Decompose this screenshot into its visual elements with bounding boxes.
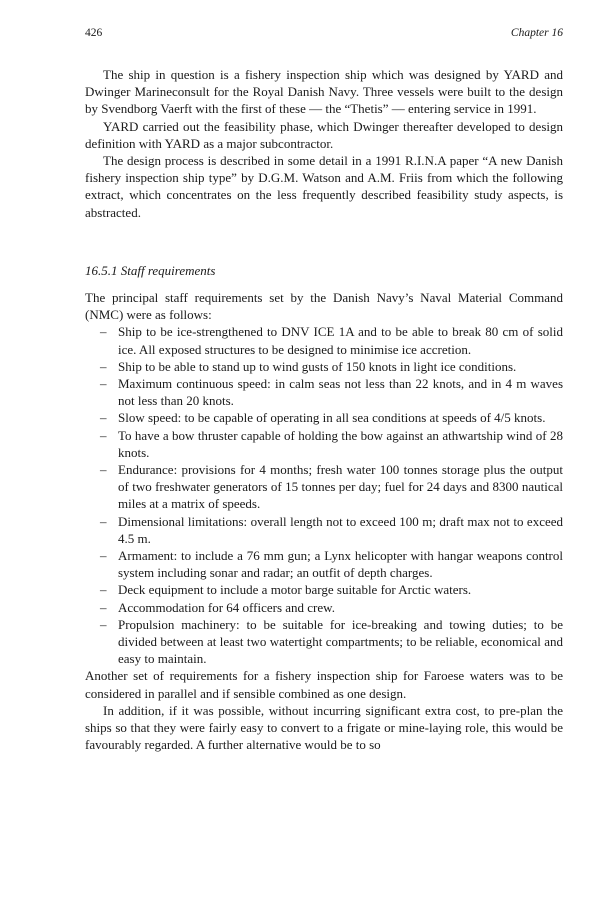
requirement-item (85, 427, 563, 461)
requirement-item (85, 461, 563, 513)
requirement-text: Propulsion machinery: to be suitable for ice-breaking and towing duties; to be divided between at least two watertight compartments; to be reliable, economical and easy to maintain. (118, 616, 563, 667)
requirement-item (85, 409, 563, 426)
requirement-item (85, 513, 563, 547)
chapter-label: Chapter 16 (510, 27, 563, 39)
list-dash: – (100, 599, 107, 615)
requirement-text: Ship to be able to stand up to wind gusts of 150 knots in light ice conditions. (118, 358, 517, 374)
intro-text (85, 66, 563, 221)
requirements-list (85, 323, 563, 667)
requirement-text: Armament: to include a 76 mm gun; a Lynx helicopter with hangar weapons control system including sonar and radar; an outfit of depth charges. (118, 548, 563, 581)
intro-paragraph: YARD carried out the feasibility phase, which Dwinger thereafter developed to design definition with YARD as a major subcontractor. (85, 118, 563, 151)
list-dash: – (100, 427, 107, 443)
requirement-item (85, 323, 563, 357)
page-number: 426 (85, 27, 103, 39)
requirement-text: Maximum continuous speed: in calm seas not less than 22 knots, and in 4 m waves not less than 20 knots. (118, 376, 563, 409)
intro-paragraph: The ship in question is a fishery inspection ship which was designed by YARD and Dwinger Marineconsult for the Royal Danish Navy. Three vessels were built to the design by Svendborg Vaerft with the first of these — the “Thetis” — entering service in 1991. (85, 67, 563, 117)
list-dash: – (100, 462, 107, 478)
list-dash: – (100, 616, 107, 632)
requirement-item (85, 599, 563, 616)
requirement-text: Slow speed: to be capable of operating in all sea conditions at speeds of 4/5 knots. (118, 410, 546, 426)
requirement-text: Dimensional limitations: overall length not to exceed 100 m; draft max not to exceed 4.5 m. (118, 513, 563, 546)
requirement-item (85, 547, 563, 581)
requirement-item (85, 358, 563, 375)
requirement-item (85, 581, 563, 598)
requirement-text: Ship to be ice-strengthened to DNV ICE 1A and to be able to break 80 cm of solid ice. All exposed structures to be designed to minimise ice accretion. (118, 324, 563, 357)
requirement-text: Endurance: provisions for 4 months; fresh water 100 tonnes storage plus the output of two freshwater generators of 15 tonnes per day; fuel for 24 days and 8300 nautical miles at a matrix of speeds. (118, 462, 563, 512)
list-dash: – (100, 548, 107, 564)
list-dash: – (100, 513, 107, 529)
closing-paragraph: In addition, if it was possible, without incurring significant extra cost, to pre-plan the ships so that they were fairly easy to convert to a frigate or mine-laying role, this would be favourably regarded. A further alternative would be to so (85, 702, 563, 753)
running-head (85, 25, 563, 41)
section-heading: 16.5.1 Staff requirements (85, 263, 216, 278)
requirement-text: Accommodation for 64 officers and crew. (118, 599, 335, 615)
requirement-text: To have a bow thruster capable of holding the bow against an athwartship wind of 28 knots. (118, 427, 563, 460)
list-dash: – (100, 324, 107, 340)
list-dash: – (100, 582, 107, 598)
list-dash: – (100, 410, 107, 426)
intro-paragraph: The design process is described in some detail in a 1991 R.I.N.A paper “A new Danish fishery inspection ship type” by D.G.M. Watson and A.M. Friis from which the following extract, which concentrates on the less frequently described feasibility study aspects, is abstracted. (85, 153, 563, 220)
list-dash: – (100, 376, 107, 392)
closing-paragraph: Another set of requirements for a fishery inspection ship for Faroese waters was to be considered in parallel and if sensible combined as one design. (85, 668, 563, 701)
requirement-item (85, 375, 563, 409)
section-body (85, 289, 563, 753)
list-dash: – (100, 358, 107, 374)
requirement-item (85, 616, 563, 668)
requirement-text: Deck equipment to include a motor barge suitable for Arctic waters. (118, 582, 472, 598)
requirements-lead: The principal staff requirements set by the Danish Navy’s Naval Material Command (NMC) were as follows: (85, 290, 563, 323)
